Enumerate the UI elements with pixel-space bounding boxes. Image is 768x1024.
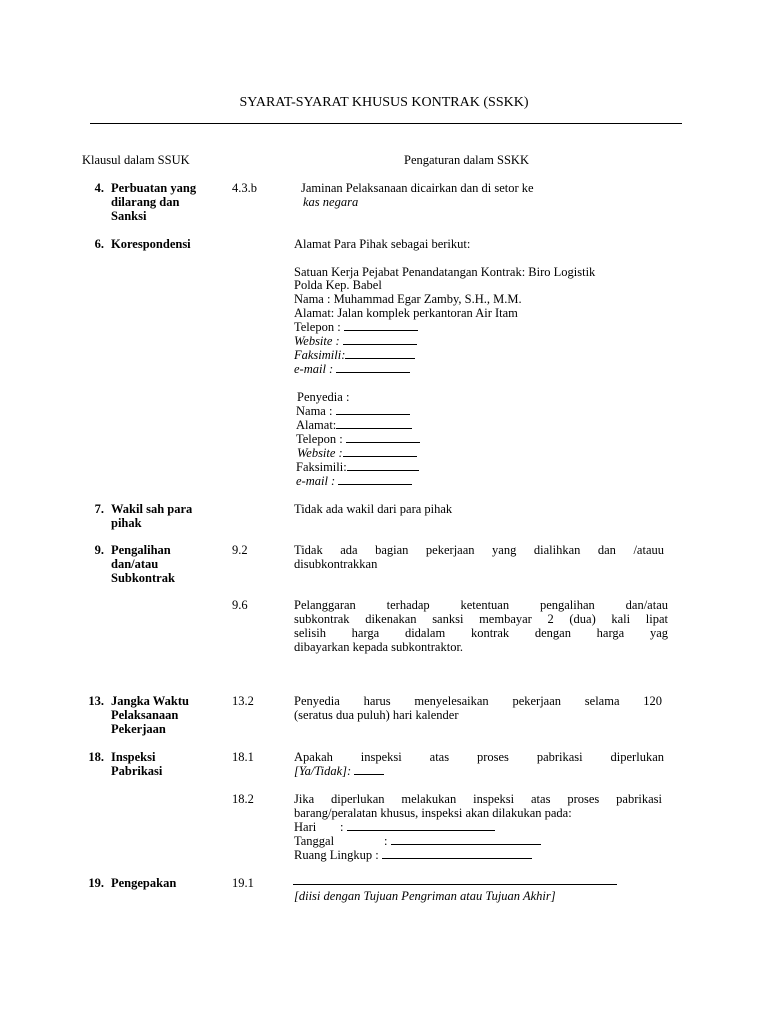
blank-line: [354, 764, 384, 775]
clause-number: 6.: [94, 237, 104, 251]
clause-heading: Pabrikasi: [111, 764, 163, 778]
title-rule: [90, 123, 682, 124]
sub-clause-number: 19.1: [232, 876, 254, 890]
field-label: Telepon :: [296, 432, 343, 446]
blank-line: [343, 446, 417, 457]
ya-tidak-field: [294, 764, 384, 778]
field-label: e-mail :: [296, 474, 336, 488]
field-label: Faksimili:: [294, 348, 346, 362]
clause-heading: Wakil sah para: [111, 502, 193, 516]
ppk-telepon: [294, 320, 418, 334]
ruang-lingkup-field: [294, 848, 532, 862]
clause-text: barang/peralatan khusus, inspeksi akan dilakukan pada:: [294, 806, 572, 820]
clause-text: Apakah inspeksi atas proses pabrikasi diperlukan: [294, 750, 664, 764]
penyedia-alamat: [296, 418, 412, 432]
penyedia-telepon: [296, 432, 420, 446]
clause-text: Tidak ada bagian pekerjaan yang dialihkan dan /atauu: [294, 543, 664, 557]
field-label: Faksimili:: [296, 460, 347, 474]
field-label: Tanggal: [294, 834, 335, 848]
penyedia-label: Penyedia :: [297, 390, 350, 404]
clause-number: 18.: [88, 750, 104, 764]
blank-line: [293, 872, 617, 885]
clause-text: Tidak ada wakil dari para pihak: [294, 502, 453, 516]
penyedia-email: [296, 474, 412, 488]
clause-text: selisih harga didalam kontrak dengan harga yag: [294, 626, 668, 640]
clause-text: kas negara: [303, 195, 359, 209]
clause-text: Pelanggaran terhadap ketentuan pengalihan dan/atau: [294, 598, 668, 612]
clause-text: Penyedia harus menyelesaikan pekerjaan selama 120: [294, 694, 662, 708]
field-label: e-mail :: [294, 362, 334, 376]
clause-text: subkontrak dikenakan sanksi membayar 2 (dua) kali lipat: [294, 612, 668, 626]
blank-line: [391, 834, 541, 845]
field-label: Website :: [294, 334, 340, 348]
clause-heading: Pengepakan: [111, 876, 177, 890]
sub-clause-number: 18.2: [232, 792, 254, 806]
blank-line: [336, 418, 412, 429]
blank-line: [336, 362, 410, 373]
clause-note: [diisi dengan Tujuan Pengriman atau Tujuan Akhir]: [294, 889, 556, 903]
blank-line: [382, 848, 532, 859]
field-label: Alamat:: [296, 418, 337, 432]
sub-clause-number: 9.6: [232, 598, 248, 612]
sub-clause-number: 4.3.b: [232, 181, 257, 195]
clause-number: 4.: [94, 181, 104, 195]
blank-line: [346, 432, 420, 443]
field-label: Nama :: [296, 404, 333, 418]
field-label: Ruang Lingkup :: [294, 848, 379, 862]
blank-line: [338, 474, 412, 485]
clause-text: Satuan Kerja Pejabat Penandatangan Kontrak: Biro Logistik: [294, 265, 596, 279]
sub-clause-number: 9.2: [232, 543, 248, 557]
clause-heading: Perbuatan yang: [111, 181, 197, 195]
field-colon: :: [384, 834, 388, 848]
blank-line: [343, 334, 417, 345]
field-colon: :: [340, 820, 344, 834]
sub-clause-number: 18.1: [232, 750, 254, 764]
clause-heading: dan/atau: [111, 557, 159, 571]
field-label: Telepon :: [294, 320, 341, 334]
field-label: Hari: [294, 820, 317, 834]
ppk-nama: Nama : Muhammad Egar Zamby, S.H., M.M.: [294, 292, 522, 306]
blank-line: [347, 460, 419, 471]
clause-text: Polda Kep. Babel: [294, 278, 382, 292]
clause-heading: pihak: [111, 516, 142, 530]
clause-number: 13.: [88, 694, 104, 708]
hari-blank: [340, 820, 495, 834]
clause-number: 19.: [88, 876, 104, 890]
clause-heading: dilarang dan: [111, 195, 180, 209]
blank-line: [344, 320, 418, 331]
header-pengaturan: Pengaturan dalam SSKK: [404, 153, 529, 167]
clause-text: dibayarkan kepada subkontraktor.: [294, 640, 464, 654]
clause-heading: Pengalihan: [111, 543, 171, 557]
clause-number: 7.: [94, 502, 104, 516]
penyedia-faksimili: [296, 460, 419, 474]
blank-line: [347, 820, 495, 831]
clause-text: disubkontrakkan: [294, 557, 378, 571]
header-klausul: Klausul dalam SSUK: [82, 153, 190, 167]
clause-text: (seratus dua puluh) hari kalender: [294, 708, 459, 722]
clause-heading: Sanksi: [111, 209, 147, 223]
field-label: [Ya/Tidak]:: [294, 764, 352, 778]
hari-field: [294, 820, 316, 834]
clause-heading: Inspeksi: [111, 750, 156, 764]
ppk-website: [294, 334, 417, 348]
ppk-alamat: Alamat: Jalan komplek perkantoran Air Itam: [294, 306, 518, 320]
field-label: Website :: [297, 446, 343, 460]
clause-heading: Pekerjaan: [111, 722, 166, 736]
ppk-faksimili: [294, 348, 415, 362]
clause-heading: Korespondensi: [111, 237, 191, 251]
penyedia-website: [297, 446, 417, 460]
blank-line: [336, 404, 410, 415]
clause-text: Alamat Para Pihak sebagai berikut:: [294, 237, 471, 251]
blank-line: [345, 348, 415, 359]
clause-text: Jika diperlukan melakukan inspeksi atas proses pabrikasi: [294, 792, 662, 806]
clause-heading: Subkontrak: [111, 571, 175, 585]
clause-heading: Jangka Waktu: [111, 694, 189, 708]
clause-heading: Pelaksanaan: [111, 708, 179, 722]
sub-clause-number: 13.2: [232, 694, 254, 708]
ppk-email: [294, 362, 410, 376]
document-title: SYARAT-SYARAT KHUSUS KONTRAK (SSKK): [239, 95, 529, 110]
penyedia-nama: [296, 404, 410, 418]
tanggal-blank: [384, 834, 541, 848]
clause-number: 9.: [94, 543, 104, 557]
clause-text: Jaminan Pelaksanaan dicairkan dan di setor ke: [301, 181, 534, 195]
tanggal-field: [294, 834, 334, 848]
